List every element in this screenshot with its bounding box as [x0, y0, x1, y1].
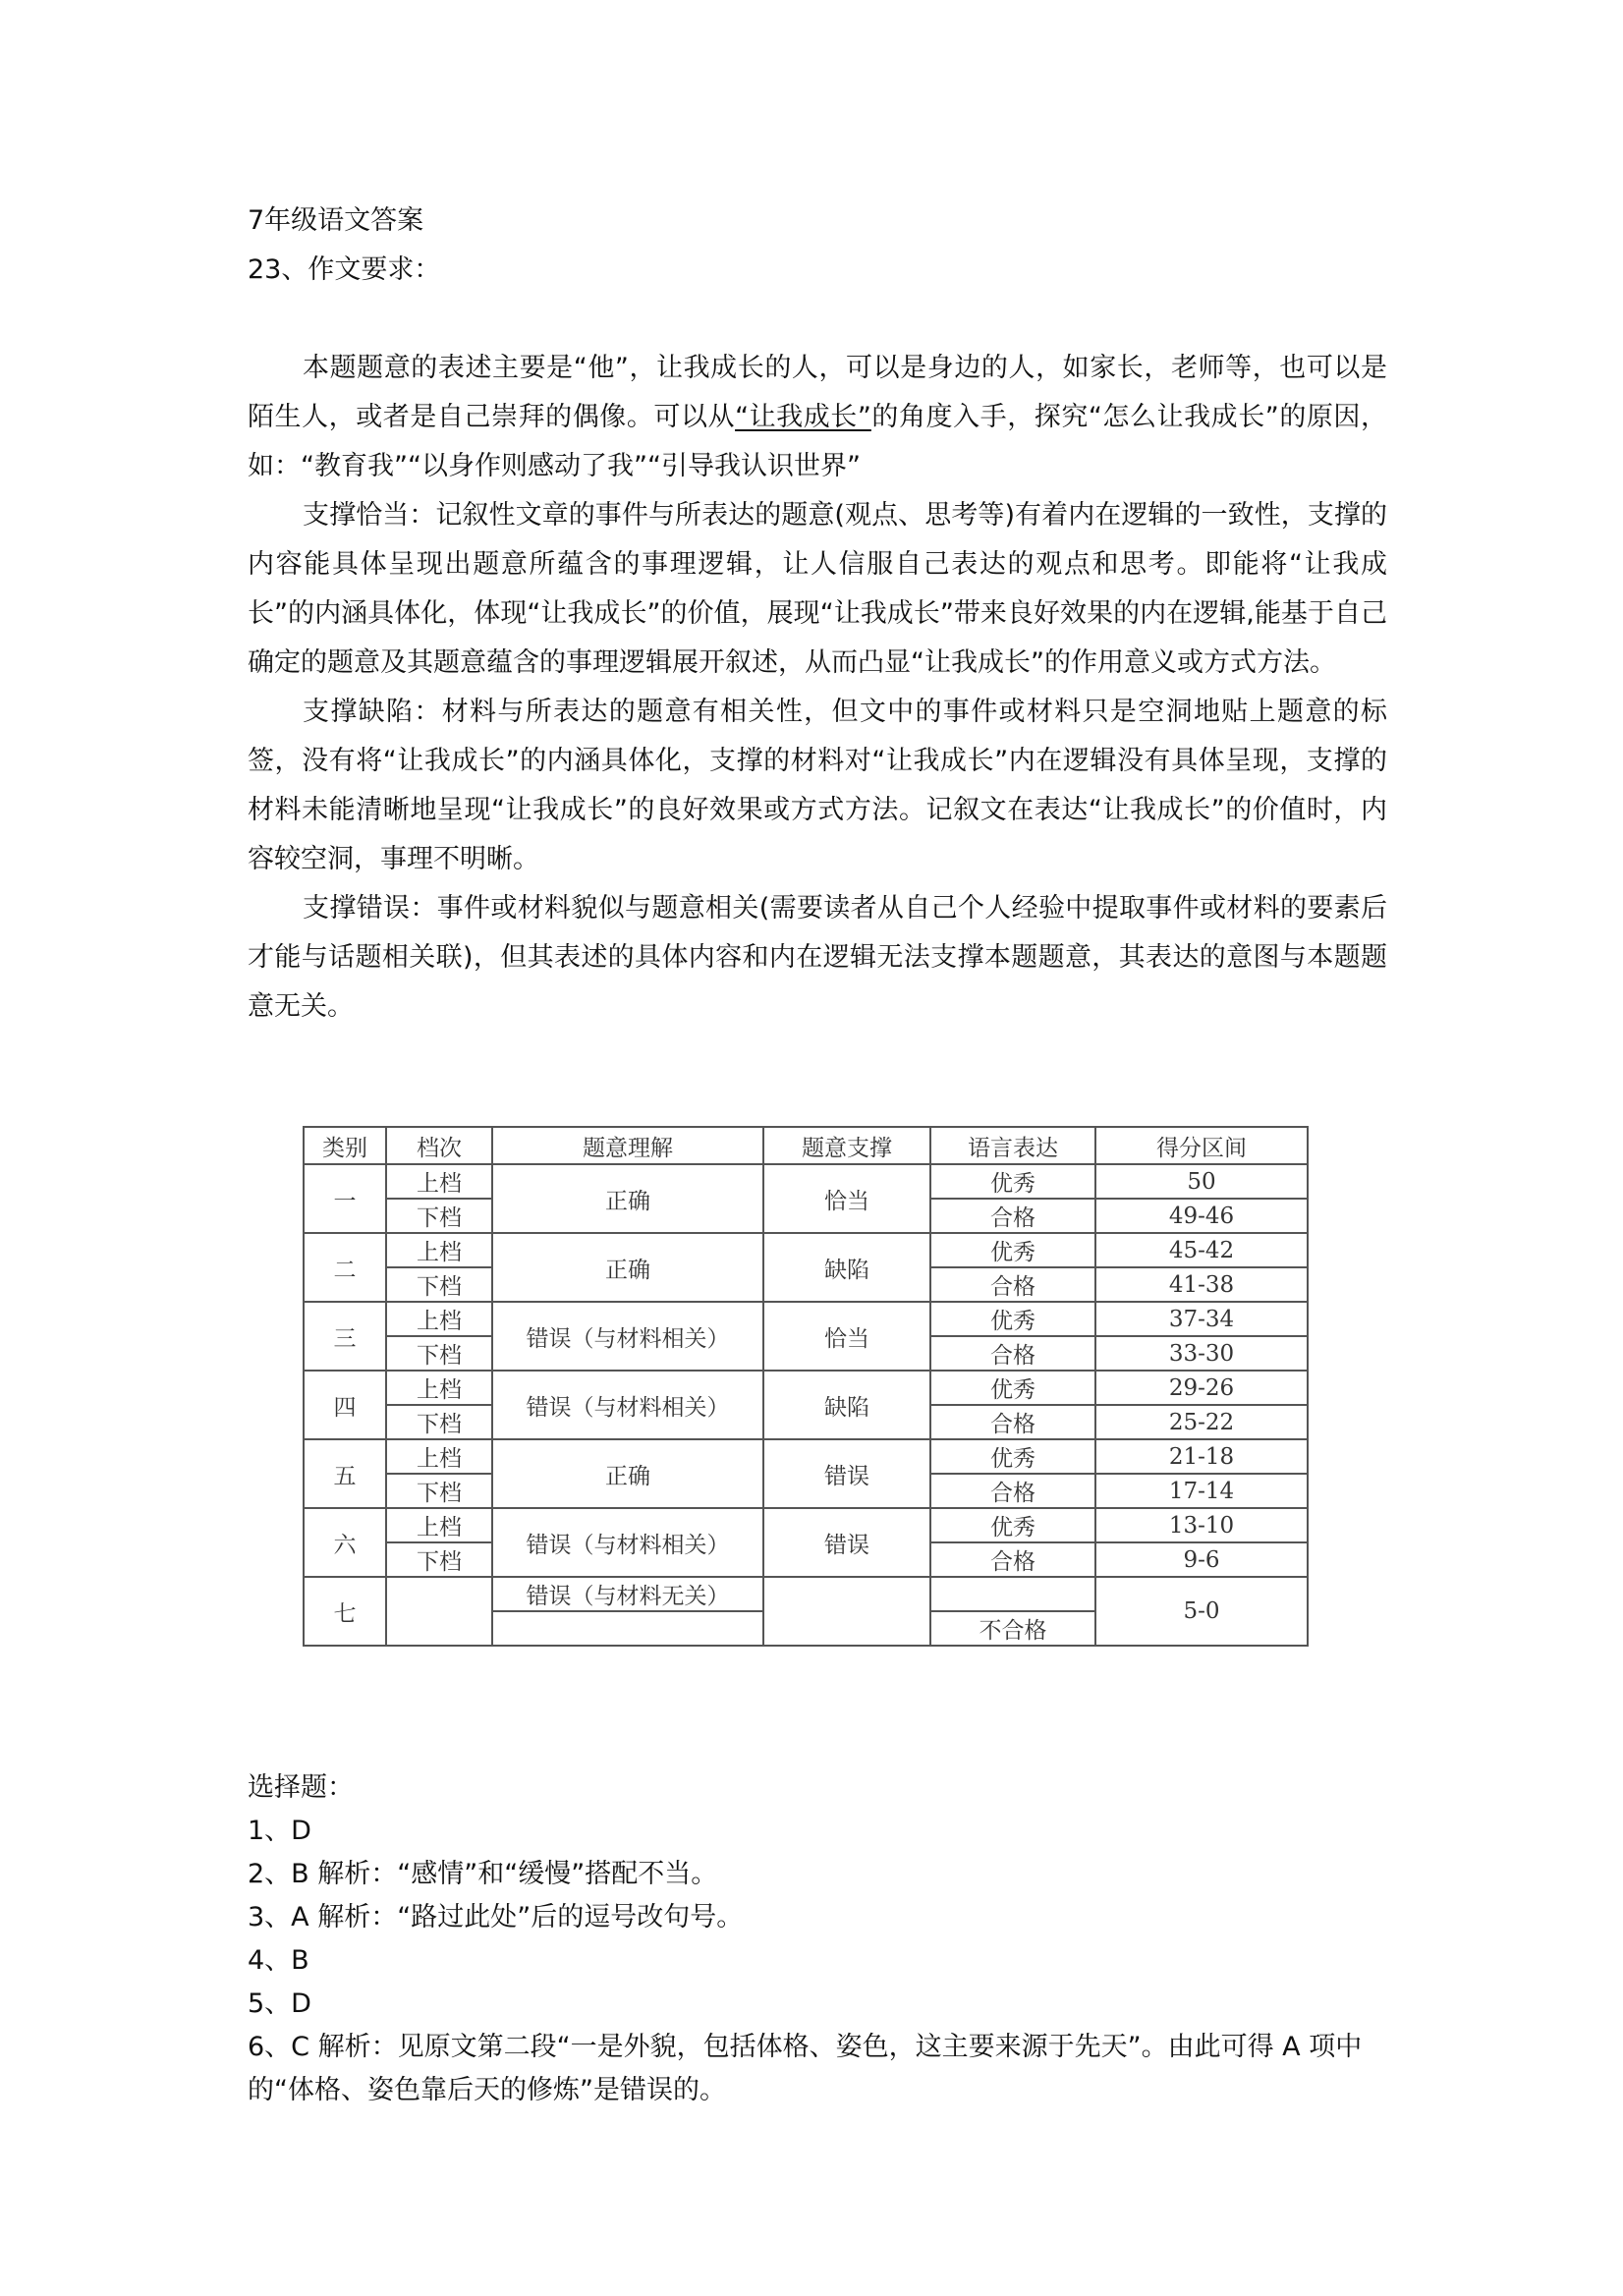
cell-grade: 上档: [386, 1302, 492, 1336]
cell-expression: 合格: [930, 1336, 1095, 1371]
cell-expression: 不合格: [930, 1611, 1095, 1646]
header-support: 题意支撑: [763, 1127, 930, 1164]
cell-grade: 上档: [386, 1371, 492, 1405]
cell-category: 一: [304, 1164, 386, 1233]
paragraph-support-wrong: 支撑错误：事件或材料貌似与题意相关(需要读者从自己个人经验中提取事件或材料的要素后才能与话题相关联)，但其表述的具体内容和内在逻辑无法支撑本题题意，其表达的意图与本题题意无关。: [248, 893, 1387, 1022]
paragraph-topic: [248, 344, 1387, 491]
cell-grade-empty: [386, 1577, 492, 1646]
header-grade: 档次: [386, 1127, 492, 1164]
cell-expression-empty: [930, 1577, 1095, 1611]
cell-score: 21-18: [1095, 1439, 1308, 1474]
doc-title: 7年级语文答案: [248, 205, 424, 236]
cell-expression: 优秀: [930, 1233, 1095, 1267]
cell-support: 缺陷: [763, 1233, 930, 1302]
cell-grade: 上档: [386, 1508, 492, 1542]
table-row: [304, 1577, 1308, 1611]
header-score: 得分区间: [1095, 1127, 1308, 1164]
cell-grade: 下档: [386, 1199, 492, 1233]
cell-expression: 优秀: [930, 1302, 1095, 1336]
mcq-item: 6、C 解析：见原文第二段“一是外貌，包括体格、姿色，这主要来源于先天”。由此可得 A 项中的“体格、姿色靠后天的修炼”是错误的。: [248, 2032, 1363, 2105]
cell-grade: 下档: [386, 1542, 492, 1577]
cell-expression: 优秀: [930, 1371, 1095, 1405]
table-row: [304, 1164, 1308, 1199]
cell-grade: 上档: [386, 1164, 492, 1199]
table-header-row: [304, 1127, 1308, 1164]
cell-score: 25-22: [1095, 1405, 1308, 1439]
mcq-item: 2、B 解析：“感情”和“缓慢”搭配不当。: [248, 1859, 718, 1889]
cell-expression: 合格: [930, 1405, 1095, 1439]
cell-understanding-empty: [492, 1611, 763, 1646]
cell-understanding: 错误（与材料相关）: [492, 1508, 763, 1577]
cell-grade: 下档: [386, 1405, 492, 1439]
cell-grade: 下档: [386, 1336, 492, 1371]
cell-support: 错误: [763, 1439, 930, 1508]
p1-before: 本题题意的表述主要是“他”，让我成长的人，可以是身边的人，如家长，老师等，也可以是陌生人，或者是自己崇拜的偶像。可以从: [248, 353, 1387, 432]
paragraph-support-appropriate: 支撑恰当：记叙性文章的事件与所表达的题意(观点、思考等)有着内在逻辑的一致性，支撑的内容能具体呈现出题意所蕴含的事理逻辑，让人信服自己表达的观点和思考。即能将“让我成长”的内涵具体化，体现“让我成长”的价值，展现“让我成长”带来良好效果的内在逻辑,能基于自己确定的题意及其题意蕴含的事理逻辑展开叙述，从而凸显“让我成长”的作用意义或方式方法。: [248, 500, 1387, 678]
cell-category: 七: [304, 1577, 386, 1646]
cell-score: 29-26: [1095, 1371, 1308, 1405]
cell-understanding: 错误（与材料相关）: [492, 1302, 763, 1371]
cell-expression: 优秀: [930, 1439, 1095, 1474]
cell-support: 缺陷: [763, 1371, 930, 1439]
scoring-table-wrap: [303, 1126, 1309, 1647]
cell-score: 50: [1095, 1164, 1308, 1199]
cell-expression: 优秀: [930, 1164, 1095, 1199]
cell-score: 41-38: [1095, 1267, 1308, 1302]
paragraph-support-defect: 支撑缺陷：材料与所表达的题意有相关性，但文中的事件或材料只是空洞地贴上题意的标签，没有将“让我成长”的内涵具体化，支撑的材料对“让我成长”内在逻辑没有具体呈现，支撑的材料未能清晰地呈现“让我成长”的良好效果或方式方法。记叙文在表达“让我成长”的价值时，内容较空洞，事理不明晰。: [248, 697, 1387, 874]
mcq-heading: 选择题：: [248, 1772, 354, 1803]
header-category: 类别: [304, 1127, 386, 1164]
cell-score: 33-30: [1095, 1336, 1308, 1371]
cell-score: 13-10: [1095, 1508, 1308, 1542]
p1-underlined: “让我成长”: [735, 402, 871, 432]
multiple-choice-section: [248, 1766, 1387, 2112]
cell-score: 9-6: [1095, 1542, 1308, 1577]
cell-support: 恰当: [763, 1302, 930, 1371]
cell-support-empty: [763, 1577, 930, 1646]
scoring-table: [303, 1126, 1309, 1647]
cell-understanding: 正确: [492, 1164, 763, 1233]
table-row: [304, 1371, 1308, 1405]
cell-category: 五: [304, 1439, 386, 1508]
cell-grade: 下档: [386, 1474, 492, 1508]
mcq-item: 3、A 解析：“路过此处”后的逗号改句号。: [248, 1902, 744, 1932]
cell-category: 六: [304, 1508, 386, 1577]
cell-score: 37-34: [1095, 1302, 1308, 1336]
p1-after: 的角度入手，探究“怎么让我成长”的原因，如：“教育我”“以身作则感动了我”“引导我认识世界”: [248, 402, 1387, 481]
table-row: [304, 1302, 1308, 1336]
cell-score: 49-46: [1095, 1199, 1308, 1233]
cell-expression: 合格: [930, 1199, 1095, 1233]
spacer: [248, 295, 1387, 344]
cell-support: 错误: [763, 1508, 930, 1577]
cell-understanding: 正确: [492, 1439, 763, 1508]
cell-category: 三: [304, 1302, 386, 1371]
header-expression: 语言表达: [930, 1127, 1095, 1164]
cell-score: 5-0: [1095, 1577, 1308, 1646]
cell-support: 恰当: [763, 1164, 930, 1233]
cell-score: 17-14: [1095, 1474, 1308, 1508]
cell-score: 45-42: [1095, 1233, 1308, 1267]
table-row: [304, 1508, 1308, 1542]
mcq-item: 1、D: [248, 1816, 311, 1846]
essay-section: [248, 196, 1387, 1032]
cell-understanding: 错误（与材料无关）: [492, 1577, 763, 1611]
cell-expression: 优秀: [930, 1508, 1095, 1542]
q23-heading: 23、作文要求：: [248, 254, 441, 285]
table-row: [304, 1233, 1308, 1267]
cell-category: 二: [304, 1233, 386, 1302]
cell-expression: 合格: [930, 1542, 1095, 1577]
cell-understanding: 错误（与材料相关）: [492, 1371, 763, 1439]
cell-grade: 上档: [386, 1233, 492, 1267]
cell-expression: 合格: [930, 1474, 1095, 1508]
cell-expression: 合格: [930, 1267, 1095, 1302]
mcq-item: 5、D: [248, 1988, 311, 2019]
table-row: [304, 1439, 1308, 1474]
cell-category: 四: [304, 1371, 386, 1439]
cell-grade: 上档: [386, 1439, 492, 1474]
cell-understanding: 正确: [492, 1233, 763, 1302]
mcq-item: 4、B: [248, 1945, 309, 1976]
header-understanding: 题意理解: [492, 1127, 763, 1164]
cell-grade: 下档: [386, 1267, 492, 1302]
